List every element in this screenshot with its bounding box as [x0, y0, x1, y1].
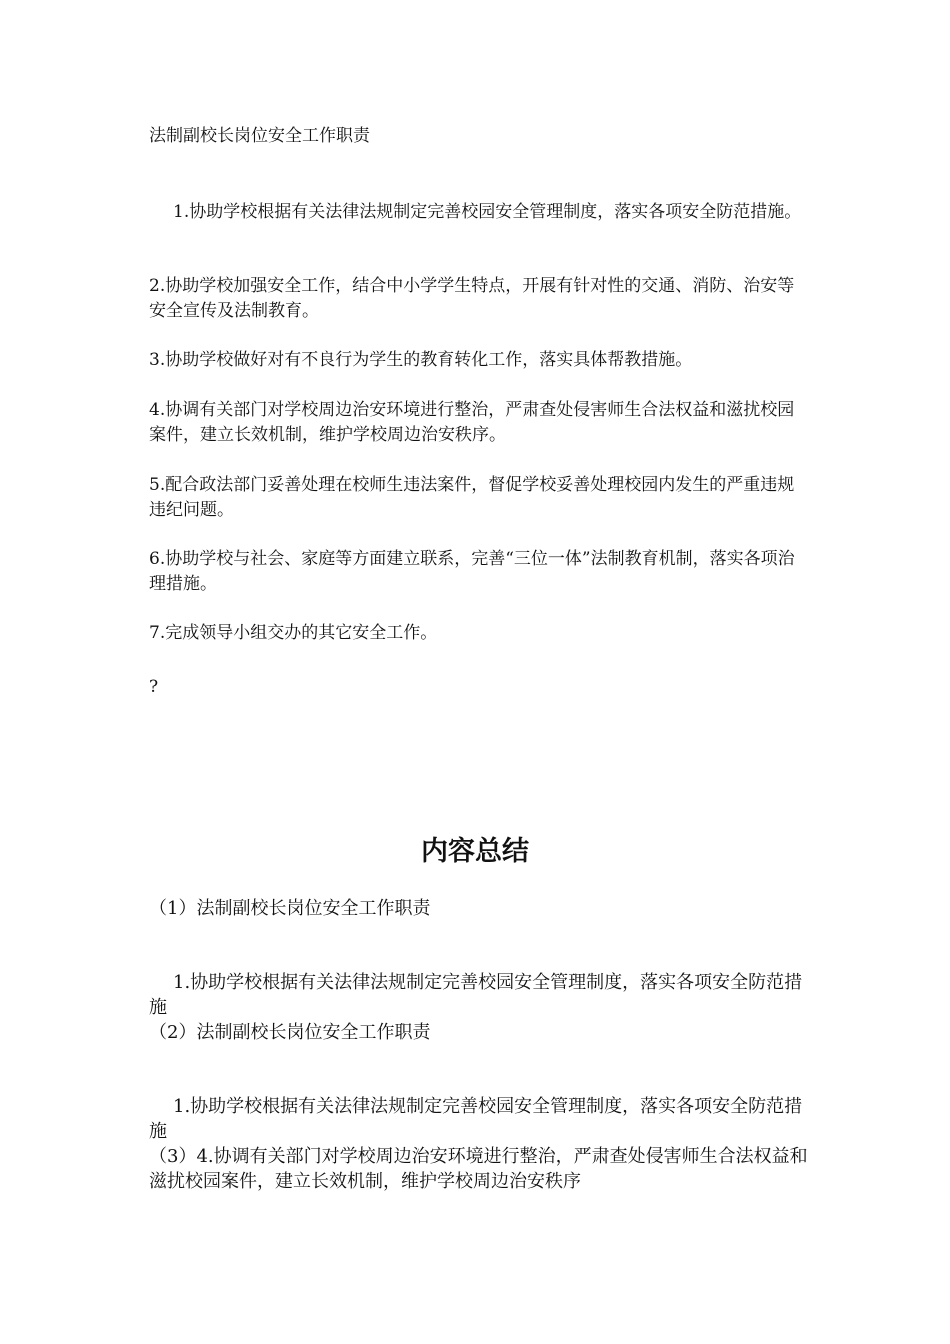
summary-heading: 内容总结 — [421, 836, 529, 867]
summary-item-2-head: （2）法制副校长岗位安全工作职责 — [149, 1022, 431, 1043]
duty-item-6: 6.协助学校与社会、家庭等方面建立联系，完善“三位一体”法制教育机制，落实各项治理措施。 — [149, 549, 795, 594]
duty-item-2: 2.协助学校加强安全工作，结合中小学学生特点，开展有针对性的交通、消防、治安等安全宣传及法制教育。 — [149, 276, 795, 321]
summary-item-1-body: 1.协助学校根据有关法律法规制定完善校园安全管理制度，落实各项安全防范措施 — [149, 972, 803, 1018]
duty-item-4: 4.协调有关部门对学校周边治安环境进行整治，严肃查处侵害师生合法权益和滋扰校园案件，建立长效机制，维护学校周边治安秩序。 — [149, 400, 795, 445]
duty-item-1: 1.协助学校根据有关法律法规制定完善校园安全管理制度，落实各项安全防范措施。 — [173, 202, 802, 222]
document-title: 法制副校长岗位安全工作职责 — [149, 126, 370, 146]
summary-item-2-body: 1.协助学校根据有关法律法规制定完善校园安全管理制度，落实各项安全防范措施 — [149, 1096, 803, 1142]
duty-item-3: 3.协助学校做好对有不良行为学生的教育转化工作，落实具体帮教措施。 — [149, 350, 693, 370]
summary-item-3: （3）4.协调有关部门对学校周边治安环境进行整治，严肃查处侵害师生合法权益和滋扰校园案件，建立长效机制，维护学校周边治安秩序 — [149, 1146, 808, 1192]
duty-item-7: 7.完成领导小组交办的其它安全工作。 — [149, 623, 438, 643]
summary-item-1-head: （1）法制副校长岗位安全工作职责 — [149, 898, 431, 919]
duty-item-5: 5.配合政法部门妥善处理在校师生违法案件，督促学校妥善处理校园内发生的严重违规违纪问题。 — [149, 475, 795, 520]
trailing-mark: ? — [149, 677, 159, 697]
